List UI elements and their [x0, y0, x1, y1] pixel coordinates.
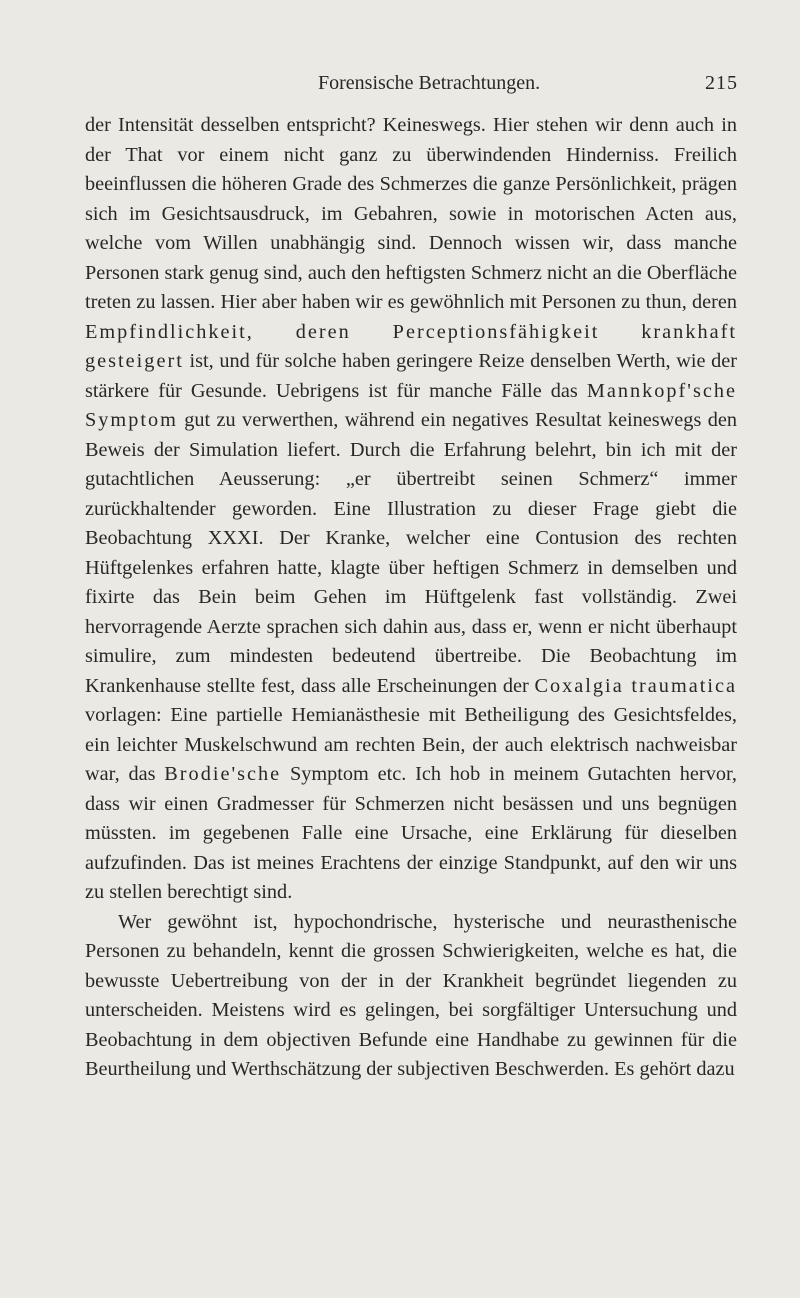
emphasized-text: Coxalgia traumatica: [534, 674, 737, 697]
running-title: Forensische Betrachtungen.: [318, 72, 541, 94]
emphasized-text: Brodie'sche: [164, 763, 282, 785]
paragraph: [85, 111, 737, 908]
text-segment: Symptom etc. Ich hob in meinem Gutachten hervor, dass wir einen Gradmesser für Schmerzen nicht besässen und uns begnügen müssten. im gegebenen Falle eine Ursache, eine Erklärung für dieselben aufzufinden. Das ist meines Erachtens der einzige Standpunkt, auf den wir uns zu stellen berechtigt sind.: [85, 763, 737, 903]
text-segment: ist, und für solche haben geringere Reize denselben Werth, wie der stärkere für Gesunde. Uebrigens ist für manche Fälle das: [85, 350, 737, 402]
page-header: [318, 66, 738, 100]
text-segment: Wer gewöhnt ist, hypochondrische, hysterische und neurasthenische Personen zu behandeln, kennt die grossen Schwierigkeiten, welche es hat, die bewusste Uebertreibung von der in der Krankheit begründet liegenden zu unterscheiden. Meistens wird es gelingen, bei sorgfältiger Untersuchung und Beobachtung in dem objectiven Befunde eine Handhabe zu gewinnen für die Beurtheilung und Werthschätzung der subjectiven Beschwerden. Es gehört dazu: [85, 910, 737, 1080]
emphasized-text: Empfindlichkeit, deren Perceptionsfähigkeit krankhaft gesteigert: [85, 320, 737, 372]
emphasized-text: Mannkopf'sche Symptom: [85, 379, 737, 431]
page-number: 215: [705, 72, 738, 94]
text-segment: gut zu verwerthen, während ein negatives Resultat keineswegs den Beweis der Simulation liefert. Durch die Erfahrung belehrt, bin ich mit der gutachtlichen Aeusserung: „er übertreibt seinen Schmerz“ immer zurückhaltender geworden. Eine Illustration zu dieser Frage giebt die Beobachtung XXXI. Der Kranke, welcher eine Contusion des rechten Hüftgelenkes erfahren hatte, klagte über heftigen Schmerz in demselben und fixirte das Bein beim Gehen im Hüftgelenk fast vollständig. Zwei hervorragende Aerzte sprachen sich dahin aus, dass er, wenn er nicht überhaupt simulire, zum mindesten bedeutend übertreibe. Die Beobachtung im Krankenhause stellte fest, dass alle Erscheinungen der: [85, 409, 737, 697]
body-text: [85, 111, 737, 1085]
text-segment: vorlagen: Eine partielle Hemianästhesie mit Betheiligung des Gesichtsfeldes, ein leichter Muskelschwund am rechten Bein, der auch elektrisch nachweisbar war, das: [85, 704, 737, 785]
text-segment: der Intensität desselben entspricht? Keineswegs. Hier stehen wir denn auch in der That vor einem nicht ganz zu überwindenden Hinderniss. Freilich beeinflussen die höheren Grade des Schmerzes die ganze Persönlichkeit, prägen sich im Gesichtsausdruck, im Gebahren, sowie in motorischen Acten aus, welche vom Willen unabhängig sind. Dennoch wissen wir, dass manche Personen stark genug sind, auch den heftigsten Schmerz nicht an die Oberfläche treten zu lassen. Hier aber haben wir es gewöhnlich mit Personen zu thun, deren: [85, 114, 737, 313]
paragraph: [85, 908, 737, 1085]
